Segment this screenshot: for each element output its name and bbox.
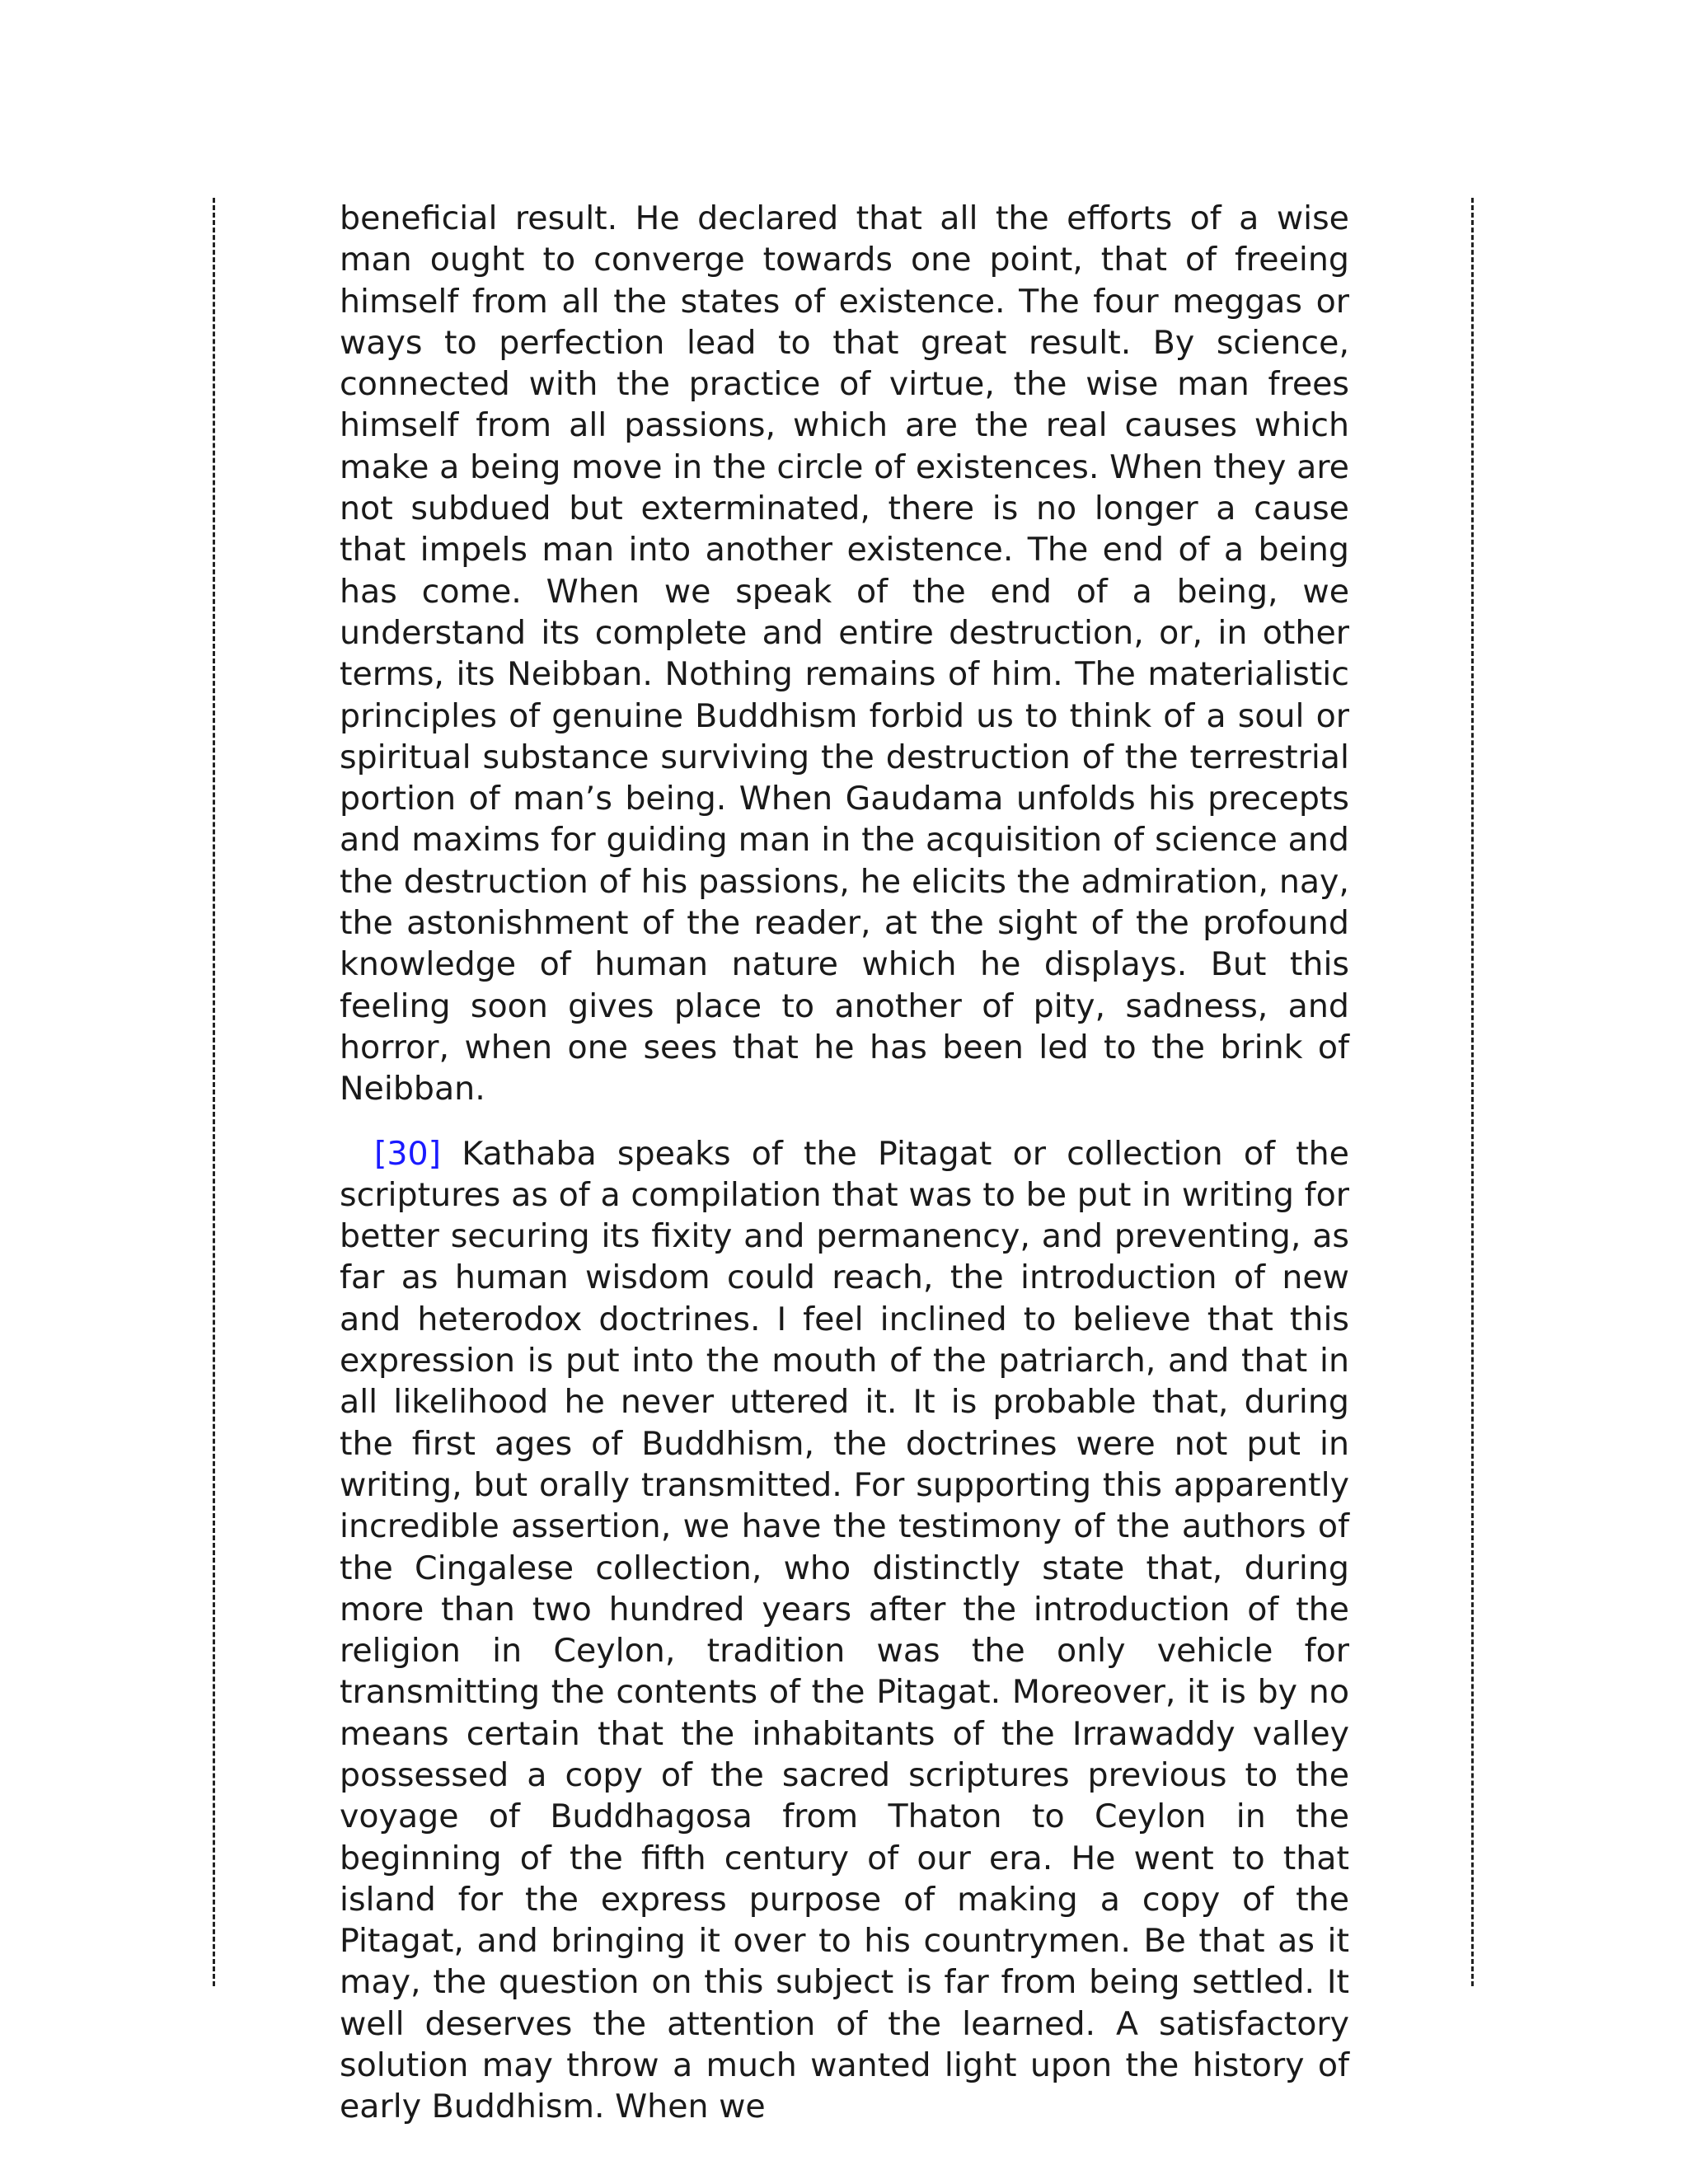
paragraph [340, 1133, 1349, 2128]
page-number-link[interactable]: [30] [374, 1134, 442, 1173]
paragraph-text: Kathaba speaks of the Pitagat or collection of the scriptures as of a compilation that was to be put in writing for better securing its fixity and permanency, and preventing, as far as human wisdom could reach, the introduction of new and heterodox doctrines. I feel inclined to believe that this expression is put into the mouth of the patriarch, and that in all likelihood he never uttered it. It is probable that, during the first ages of Buddhism, the doctrines were not put in writing, but orally transmitted. For supporting this apparently incredible assertion, we have the testimony of the authors of the Cingalese collection, who distinctly state that, during more than two hundred years after the introduction of the religion in Ceylon, tradition was the only vehicle for transmitting the contents of the Pitagat. Moreover, it is by no means certain that the inhabitants of the Irrawaddy valley possessed a copy of the sacred scriptures previous to the voyage of Buddhagosa from Thaton to Ceylon in the beginning of the fifth century of our era. He went to that island for the express purpose of making a copy of the Pitagat, and bringing it over to his countrymen. Be that as it may, the question on this subject is far from being settled. It well deserves the attention of the learned. A satisfactory solution may throw a much wanted light upon the history of early Buddhism. When we [340, 1134, 1349, 2126]
paragraph-continued: beneficial result. He declared that all the efforts of a wise man ought to converge towards one point, that of freeing himself from all the states of existence. The four meggas or ways to perfection lead to that great result. By science, connected with the practice of virtue, the wise man frees himself from all passions, which are the real causes which make a being move in the circle of existences. When they are not subdued but exterminated, there is no longer a cause that impels man into another existence. The end of a being has come. When we speak of the end of a being, we understand its complete and entire destruction, or, in other terms, its Neibban. Nothing remains of him. The materialistic principles of genuine Buddhism forbid us to think of a soul or spiritual substance surviving the destruction of the terrestrial portion of man’s being. When Gaudama unfolds his precepts and maxims for guiding man in the acquisition of science and the destruction of his passions, he elicits the admiration, nay, the astonishment of the reader, at the sight of the profound knowledge of human nature which he displays. But this feeling soon gives place to another of pity, sadness, and horror, when one sees that he has been led to the brink of Neibban. [340, 199, 1349, 1108]
right-margin-rule [1471, 198, 1474, 1986]
left-margin-rule [213, 198, 215, 1986]
page-body [340, 198, 1349, 2128]
